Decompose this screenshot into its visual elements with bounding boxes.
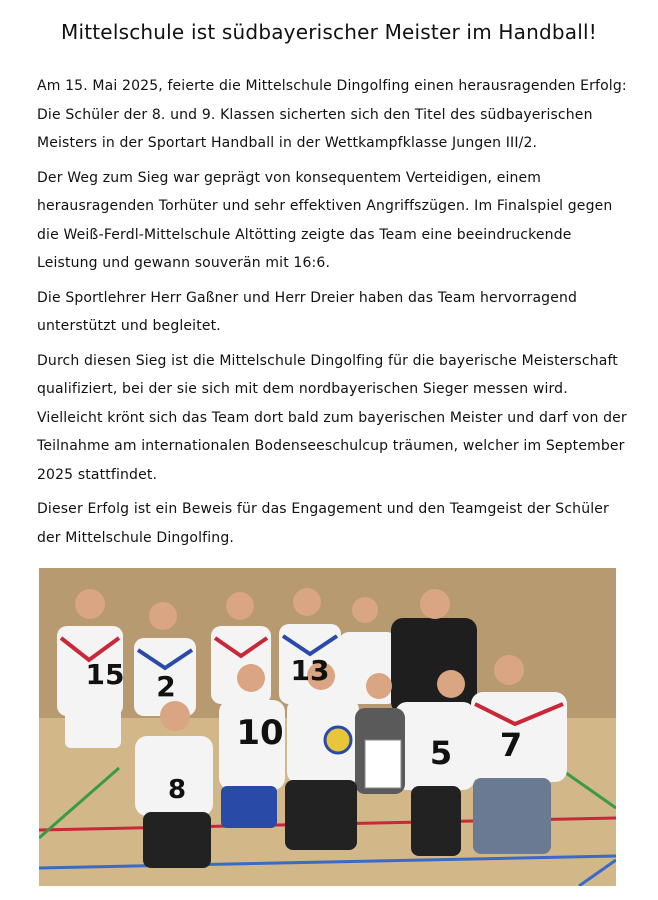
article-paragraph: Die Sportlehrer Herr Gaßner und Herr Dreier haben das Team hervorragend unterstützt und begleitet. — [37, 289, 578, 334]
team-photo — [39, 568, 616, 886]
jersey-number: 8 — [167, 775, 187, 805]
article-paragraph: Am 15. Mai 2025, feierte die Mittelschule Dingolfing einen herausragenden Erfolg: Die Schüler der 8. und 9. Klassen sicherten sich den Titel des südbayerischen Meisters in der Sportart Handball in der Wettkampfklasse Jungen III/2. — [37, 78, 627, 151]
jersey-number: 15 — [85, 658, 125, 691]
article-paragraph: Dieser Erfolg ist ein Beweis für das Engagement und den Teamgeist der Schüler der Mittelschule Dingolfing. — [37, 501, 609, 546]
article-paragraph: Durch diesen Sieg ist die Mittelschule Dingolfing für die bayerische Meisterschaft qualifiziert, bei der sie sich mit dem nordbayerischen Sieger messen wird. Vielleicht krönt sich das Team dort bald zum bayerischen Meister und darf von der Teilnahme am internationalen Bodenseeschulcup träumen, welcher im September 2025 stattfindet. — [37, 352, 627, 483]
article-body — [37, 72, 627, 558]
article-title: Mittelschule ist südbayerischer Meister im Handball! — [61, 20, 597, 44]
article-paragraph: Der Weg zum Sieg war geprägt von konsequentem Verteidigen, einem herausragenden Torhüter und sehr effektiven Angriffszügen. Im Finalspiel gegen die Weiß-Ferdl-Mittelschule Altötting zeigte das Team eine beeindruckende Leistung und gewann souverän mit 16:6. — [37, 169, 613, 271]
jersey-number: 13 — [290, 654, 330, 687]
jersey-number: 5 — [429, 734, 453, 772]
jersey-number: 2 — [156, 670, 176, 703]
jersey-number: 10 — [236, 713, 284, 753]
jersey-number: 7 — [499, 726, 523, 764]
